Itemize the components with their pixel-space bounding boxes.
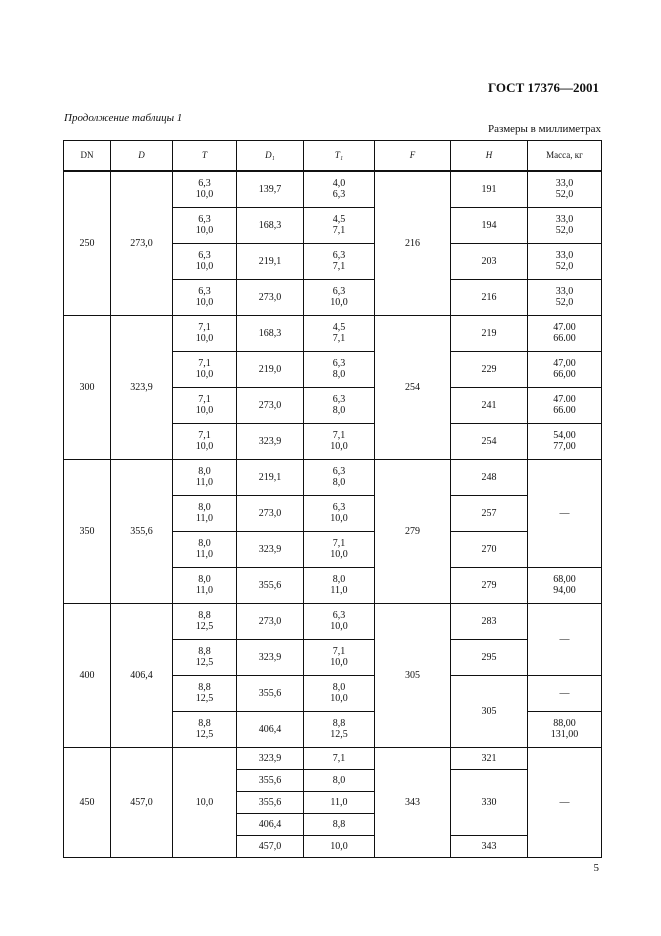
table-row xyxy=(64,603,602,639)
page-number: 5 xyxy=(593,862,599,874)
col-t: T xyxy=(173,141,237,172)
table-cell: 6,3 7,1 xyxy=(304,243,375,279)
table-cell: 7,1 10,0 xyxy=(173,351,237,387)
table-cell: 6,3 8,0 xyxy=(304,351,375,387)
table-cell: 323,9 xyxy=(237,639,304,675)
table-row xyxy=(64,459,602,495)
table-cell: 4,0 6,3 xyxy=(304,171,375,207)
table-cell: 343 xyxy=(451,835,528,857)
table-cell: 457,0 xyxy=(111,747,173,857)
document-header: ГОСТ 17376—2001 xyxy=(487,80,599,95)
table-group xyxy=(64,171,602,315)
table-cell: 33,0 52,0 xyxy=(528,207,602,243)
table-cell: 257 xyxy=(451,495,528,531)
table-cell: 330 xyxy=(451,769,528,835)
table-cell: 10,0 xyxy=(304,835,375,857)
table-cell: 8,0 xyxy=(304,769,375,791)
table-cell: 6,3 10,0 xyxy=(173,171,237,207)
table-cell: 7,1 10,0 xyxy=(304,639,375,675)
table-cell: 355,6 xyxy=(237,769,304,791)
table-cell: 6,3 10,0 xyxy=(173,243,237,279)
table-cell: 350 xyxy=(64,459,111,603)
table-cell: 139,7 xyxy=(237,171,304,207)
table-cell: 54,00 77,00 xyxy=(528,423,602,459)
table-cell: 8,0 11,0 xyxy=(173,495,237,531)
table-cell: 273,0 xyxy=(111,171,173,315)
table-cell: 343 xyxy=(375,747,451,857)
table-cell: 6,3 10,0 xyxy=(304,603,375,639)
table-cell: 219,1 xyxy=(237,243,304,279)
table-cell: 305 xyxy=(451,675,528,747)
table-caption: Продолжение таблицы 1 xyxy=(64,112,183,124)
table-cell: 33,0 52,0 xyxy=(528,279,602,315)
table-cell: 7,1 xyxy=(304,747,375,769)
table-cell: 7,1 10,0 xyxy=(304,423,375,459)
col-h: H xyxy=(451,141,528,172)
table-group xyxy=(64,747,602,857)
dimensions-table xyxy=(63,140,602,858)
table-cell: 8,0 11,0 xyxy=(173,567,237,603)
table-cell: 203 xyxy=(451,243,528,279)
table-cell: 6,3 10,0 xyxy=(304,495,375,531)
table-group xyxy=(64,459,602,603)
table-cell: 321 xyxy=(451,747,528,769)
col-f: F xyxy=(375,141,451,172)
table-cell: 6,3 8,0 xyxy=(304,387,375,423)
table-cell: 8,8 12,5 xyxy=(304,711,375,747)
table-cell: 88,00 131,00 xyxy=(528,711,602,747)
table-cell: 168,3 xyxy=(237,207,304,243)
table-cell: 4,5 7,1 xyxy=(304,207,375,243)
table-cell: 355,6 xyxy=(111,459,173,603)
col-dn: DN xyxy=(64,141,111,172)
table-cell: 4,5 7,1 xyxy=(304,315,375,351)
table-cell: 279 xyxy=(375,459,451,603)
col-d1: D₁ xyxy=(237,141,304,172)
table-cell: 219,1 xyxy=(237,459,304,495)
table-cell: 273,0 xyxy=(237,495,304,531)
table-cell: 8,0 11,0 xyxy=(173,459,237,495)
table-cell: 7,1 10,0 xyxy=(173,387,237,423)
col-t1: T₁ xyxy=(304,141,375,172)
table-cell: 283 xyxy=(451,603,528,639)
table-cell: 355,6 xyxy=(237,791,304,813)
table-cell: 270 xyxy=(451,531,528,567)
table-cell: — xyxy=(528,459,602,567)
table-cell: 8,8 12,5 xyxy=(173,603,237,639)
table-cell: 323,9 xyxy=(237,423,304,459)
table-cell: 7,1 10,0 xyxy=(173,423,237,459)
table-group xyxy=(64,315,602,459)
table-cell: 6,3 8,0 xyxy=(304,459,375,495)
table-cell: 8,8 xyxy=(304,813,375,835)
table-cell: 295 xyxy=(451,639,528,675)
table-cell: 355,6 xyxy=(237,567,304,603)
table-row xyxy=(64,315,602,351)
table-cell: 6,3 10,0 xyxy=(173,207,237,243)
table-cell: 33,0 52,0 xyxy=(528,243,602,279)
table-cell: 400 xyxy=(64,603,111,747)
table-cell: 33,0 52,0 xyxy=(528,171,602,207)
table-cell: 8,0 11,0 xyxy=(173,531,237,567)
table-cell: 8,8 12,5 xyxy=(173,675,237,711)
table-cell: 323,9 xyxy=(237,747,304,769)
table-cell: 323,9 xyxy=(237,531,304,567)
table-group xyxy=(64,603,602,747)
table-row xyxy=(64,747,602,769)
table-cell: 406,4 xyxy=(237,813,304,835)
table-cell: 7,1 10,0 xyxy=(173,315,237,351)
col-d: D xyxy=(111,141,173,172)
table-cell: 47,00 66,00 xyxy=(528,351,602,387)
table-cell: 273,0 xyxy=(237,279,304,315)
table-cell: 216 xyxy=(451,279,528,315)
table-cell: 254 xyxy=(375,315,451,459)
table-row xyxy=(64,171,602,207)
table-cell: — xyxy=(528,603,602,675)
table-cell: 406,4 xyxy=(237,711,304,747)
table-cell: 406,4 xyxy=(111,603,173,747)
table-cell: 457,0 xyxy=(237,835,304,857)
table-cell: 6,3 10,0 xyxy=(304,279,375,315)
table-cell: — xyxy=(528,747,602,857)
table-cell: 8,0 10,0 xyxy=(304,675,375,711)
table-cell: 219,0 xyxy=(237,351,304,387)
col-mass: Масса, кг xyxy=(528,141,602,172)
table-cell: 10,0 xyxy=(173,747,237,857)
table-cell: 168,3 xyxy=(237,315,304,351)
table-cell: 250 xyxy=(64,171,111,315)
table-cell: 11,0 xyxy=(304,791,375,813)
table-cell: 279 xyxy=(451,567,528,603)
table-cell: 323,9 xyxy=(111,315,173,459)
table-cell: 273,0 xyxy=(237,603,304,639)
table-cell: 8,8 12,5 xyxy=(173,639,237,675)
table-cell: 47.00 66.00 xyxy=(528,387,602,423)
table-cell: 7,1 10,0 xyxy=(304,531,375,567)
table-cell: 8,8 12,5 xyxy=(173,711,237,747)
table-cell: 241 xyxy=(451,387,528,423)
table-cell: 191 xyxy=(451,171,528,207)
table-cell: 68,00 94,00 xyxy=(528,567,602,603)
table-cell: 6,3 10,0 xyxy=(173,279,237,315)
table-cell: 47.00 66.00 xyxy=(528,315,602,351)
table-cell: 273,0 xyxy=(237,387,304,423)
table-cell: — xyxy=(528,675,602,711)
table-cell: 254 xyxy=(451,423,528,459)
table-cell: 229 xyxy=(451,351,528,387)
table-cell: 216 xyxy=(375,171,451,315)
table-cell: 355,6 xyxy=(237,675,304,711)
table-cell: 8,0 11,0 xyxy=(304,567,375,603)
table-cell: 450 xyxy=(64,747,111,857)
table-cell: 305 xyxy=(375,603,451,747)
table-header-row xyxy=(64,141,602,172)
units-note: Размеры в миллиметрах xyxy=(488,123,601,135)
table-cell: 194 xyxy=(451,207,528,243)
table-cell: 300 xyxy=(64,315,111,459)
table-cell: 248 xyxy=(451,459,528,495)
table-cell: 219 xyxy=(451,315,528,351)
